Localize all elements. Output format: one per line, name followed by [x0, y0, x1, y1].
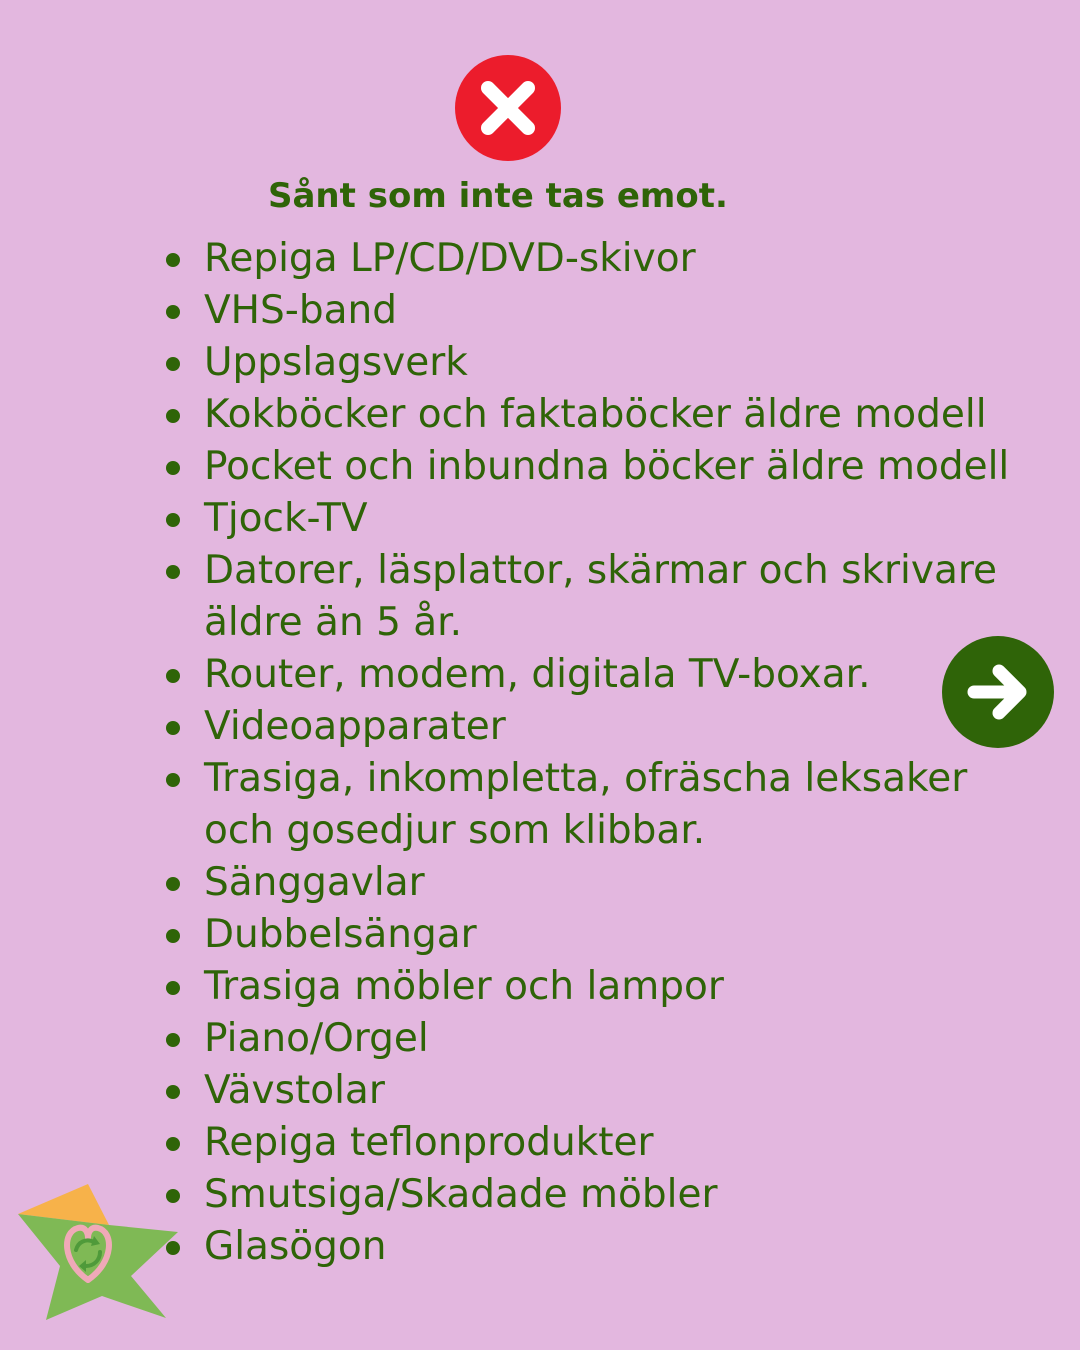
list-item: Kokböcker och faktaböcker äldre modell: [160, 389, 1040, 441]
star-recycle-heart-logo: [16, 1180, 184, 1324]
arrow-right-icon: [941, 635, 1055, 749]
list-item: Dubbelsängar: [160, 909, 1040, 961]
list-item: Sänggavlar: [160, 857, 1040, 909]
page-title: Sånt som inte tas emot.: [268, 176, 728, 216]
list-item: VHS-band: [160, 285, 1040, 337]
list-item: Videoapparater: [160, 701, 1040, 753]
list-item: Smutsiga/Skadade möbler: [160, 1169, 1040, 1221]
list-item: Router, modem, digitala TV-boxar.: [160, 649, 1040, 701]
list-item: Tjock-TV: [160, 493, 1040, 545]
list-item: Trasiga möbler och lampor: [160, 961, 1040, 1013]
list-item: Trasiga, inkompletta, ofräscha leksaker och gosedjur som klibbar.: [160, 753, 1040, 857]
list-item: Vävstolar: [160, 1065, 1040, 1117]
list-item: Repiga LP/CD/DVD-skivor: [160, 233, 1040, 285]
x-cross-icon: [455, 55, 561, 161]
list-item: Piano/Orgel: [160, 1013, 1040, 1065]
list-item: Glasögon: [160, 1221, 1040, 1273]
rejected-items-list: [160, 233, 1040, 1273]
list-item: Repiga teflonprodukter: [160, 1117, 1040, 1169]
list-item: Uppslagsverk: [160, 337, 1040, 389]
list-item: Datorer, läsplattor, skärmar och skrivare äldre än 5 år.: [160, 545, 1040, 649]
next-button[interactable]: [941, 635, 1055, 749]
list-item: Pocket och inbundna böcker äldre modell: [160, 441, 1040, 493]
logo: [16, 1180, 184, 1324]
